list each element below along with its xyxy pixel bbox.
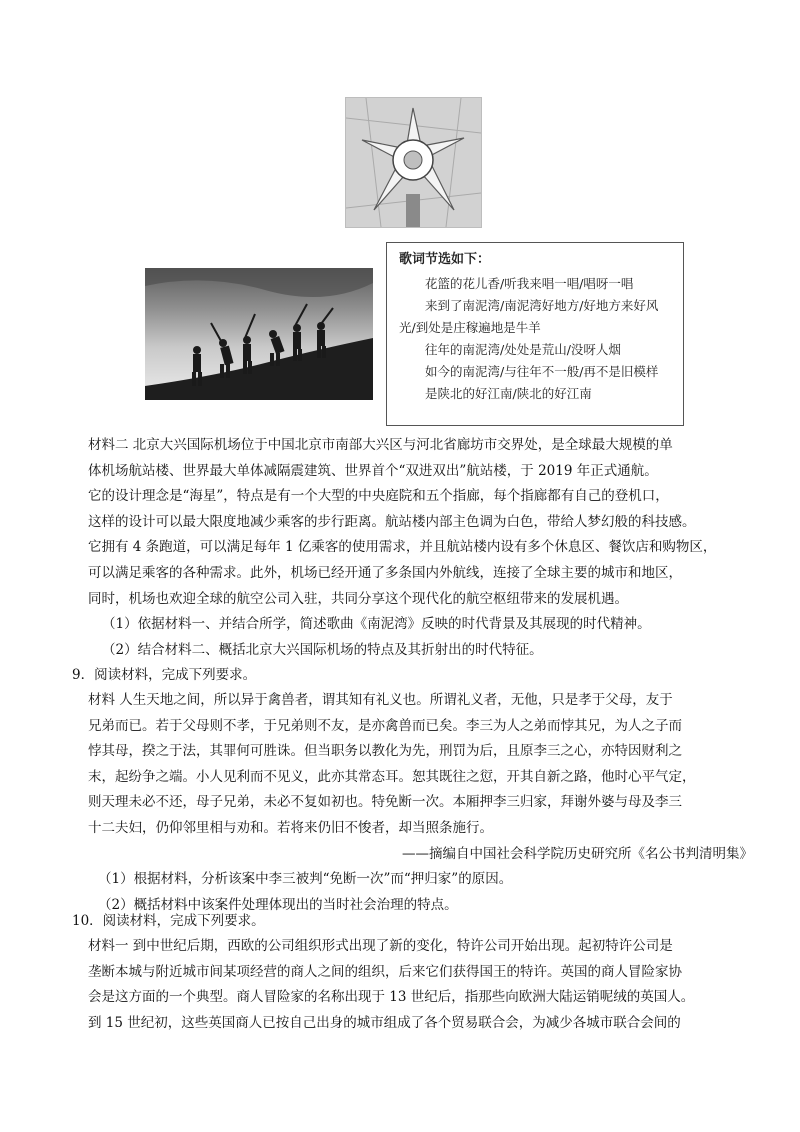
q10-material-line: 会是这方面的一个典型。商人冒险家的名称出现于 13 世纪后，指那些向欧洲大陆运销呢绒的英国人。 <box>88 989 695 1006</box>
q9-material-line: 末，起纷争之端。小人见利而不见义，此亦其常态耳。恕其既往之愆，开其自新之路，他时心平气定， <box>88 768 696 785</box>
lyrics-line: 往年的南泥湾/处处是荒山/没呀人烟 <box>425 342 621 357</box>
laborers-on-hill-illustration <box>145 268 373 400</box>
q10-material-line: 垄断本城与附近城市间某项经营的商人之间的组织，后来它们获得国王的特许。英国的商人冒险家协 <box>88 963 682 980</box>
q10-material-line: 材料一 到中世纪后期，西欧的公司组织形式出现了新的变化，特许公司开始出现。起初特许公司是 <box>88 938 673 954</box>
material-two-line: 可以满足乘客的各种需求。此外，机场已经开通了多条国内外航线，连接了全球主要的城市和地区， <box>88 564 682 581</box>
workers-silhouette-photo <box>145 268 373 400</box>
material-two-line: 同时，机场也欢迎全球的航空公司入驻，共同分享这个现代化的航空枢纽带来的发展机遇。 <box>88 590 628 607</box>
q10-material-line: 到 15 世纪初，这些英国商人已按自己出身的城市组成了各个贸易联合会，为减少各城市联合会间的 <box>88 1014 681 1031</box>
lyrics-line: 来到了南泥湾/南泥湾好地方/好地方来好风 <box>425 298 659 313</box>
q9-material-line: 则天理未必不还，母子兄弟，未必不复如初也。特免断一次。本厢押李三归家，拜谢外婆与母及李三 <box>88 794 682 811</box>
lyrics-line: 是陕北的好江南/陕北的好江南 <box>425 386 592 401</box>
q9-material-line: 兄弟而已。若于父母则不孝，于兄弟则不友，是亦禽兽而已矣。李三为人之弟而悖其兄，为人之子而 <box>88 717 682 734</box>
airport-aerial-photo <box>345 97 482 228</box>
lyrics-excerpt-box <box>386 242 684 426</box>
material-two-line: 体机场航站楼、世界最大单体减隔震建筑、世界首个“双进双出”航站楼，于 2019 年正式通航。 <box>88 462 658 479</box>
question-9-2: （2）概括材料中该案件处理体现出的当时社会治理的特点。 <box>98 896 458 913</box>
lyrics-line: 花篮的花儿香/听我来唱一唱/唱呀一唱 <box>425 276 634 291</box>
lyrics-line: 如今的南泥湾/与往年不一般/再不是旧模样 <box>425 364 659 379</box>
question-9-heading: 9．阅读材料，完成下列要求。 <box>72 667 257 683</box>
lyrics-title: 歌词节选如下： <box>399 252 491 267</box>
question-10-block <box>88 934 753 1036</box>
material-two-line: 这样的设计可以最大限度地减少乘客的步行距离。航站楼内部主色调为白色，带给人梦幻般的科技感。 <box>88 513 696 530</box>
question-9-1: （1）根据材料，分析该案中李三被判“免断一次”而“押归家”的原因。 <box>98 871 513 888</box>
q9-material-line: 十二夫妇，仍仰邻里相与劝和。若将来仍旧不悛者，却当照条施行。 <box>88 819 493 836</box>
material-two-line: 它拥有 4 条跑道，可以满足每年 1 亿乘客的使用需求，并且航站楼内设有多个休息区、餐饮店和购物区， <box>88 539 717 556</box>
question-8-1: （1）依据材料一、并结合所学，简述歌曲《南泥湾》反映的时代背景及其展现的时代精神。 <box>102 616 651 633</box>
material-two-line: 它的设计理念是“海星”，特点是有一个大型的中央庭院和五个指廊，每个指廊都有自己的登机口， <box>88 488 669 505</box>
question-8-2: （2）结合材料二、概括北京大兴国际机场的特点及其折射出的时代特征。 <box>102 641 543 658</box>
lyrics-line: 光/到处是庄稼遍地是牛羊 <box>399 320 541 335</box>
material-two-line: 材料二 北京大兴国际机场位于中国北京市南部大兴区与河北省廊坊市交界处，是全球最大规模的单 <box>88 437 673 453</box>
material-two-block <box>88 433 753 663</box>
question-9-block <box>88 688 753 918</box>
q9-material-line: 悖其母，揆之于法，其罪何可胜诛。但当职务以教化为先，刑罚为后，且原李三之心，亦特因财利之 <box>88 743 682 760</box>
q9-material-line: 材料 人生天地之间，所以异于禽兽者，谓其知有礼义也。所谓礼义者，无他，只是孝于父母，友于 <box>88 692 673 708</box>
question-10-heading: 10．阅读材料，完成下列要求。 <box>72 913 265 929</box>
airport-starfish-illustration <box>346 98 481 227</box>
q9-source-citation: ——摘编自中国社会科学院历史研究所《名公书判清明集》 <box>402 845 753 862</box>
